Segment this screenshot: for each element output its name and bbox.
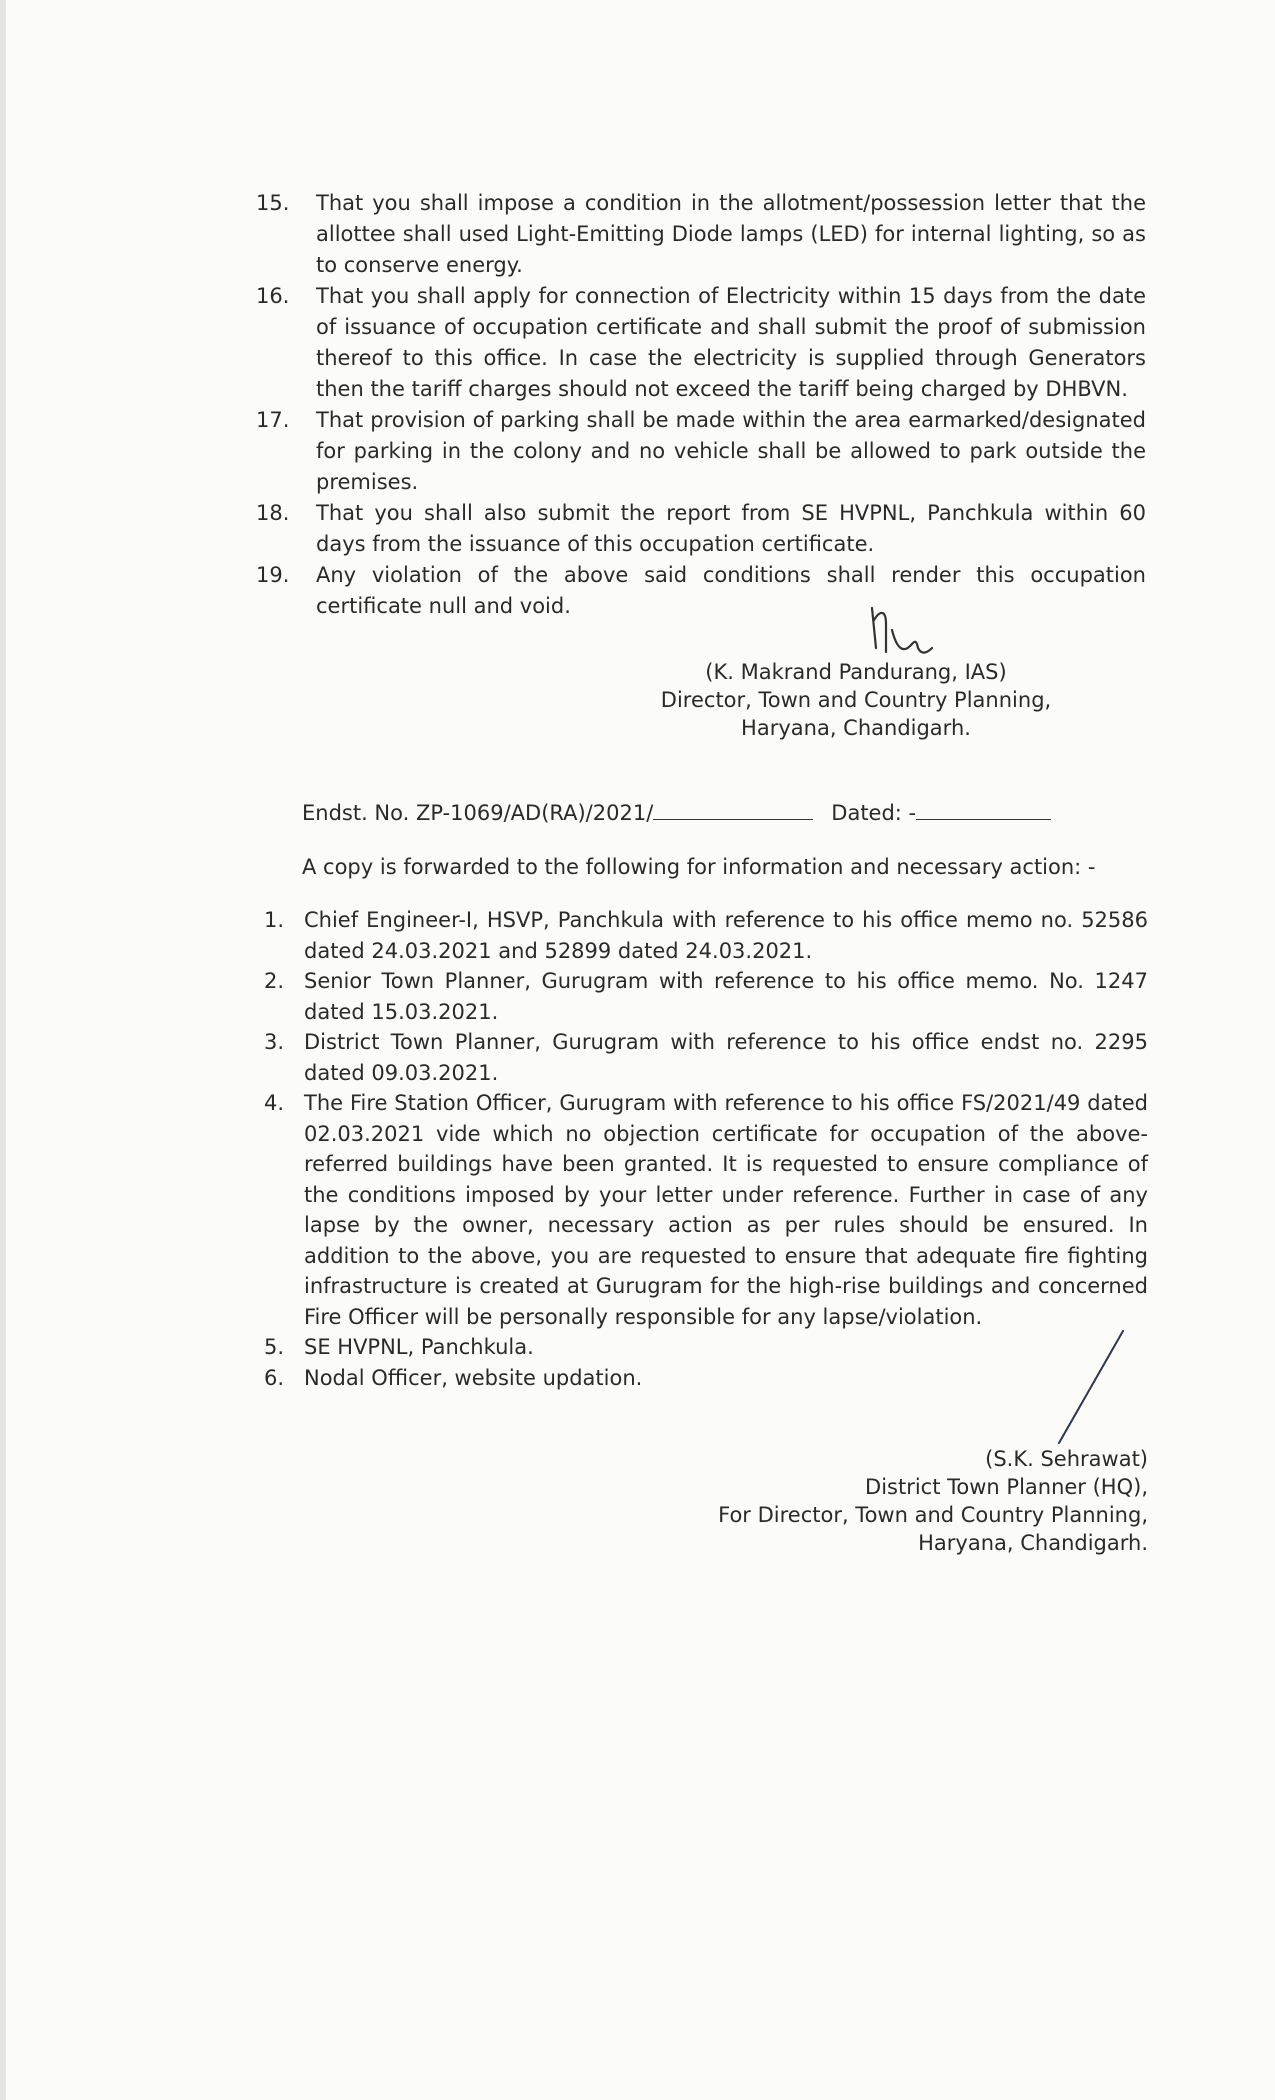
conditions-list bbox=[256, 188, 1146, 622]
copy-item bbox=[264, 966, 1148, 1027]
copy-text: Nodal Officer, website updation. bbox=[304, 1365, 643, 1390]
copy-item bbox=[264, 905, 1148, 966]
endorsement-number: Endst. No. ZP-1069/AD(RA)/2021/ bbox=[302, 801, 654, 825]
copy-text: The Fire Station Officer, Gurugram with reference to his office FS/2021/49 dated 02.03.2021 vide which no objection certificate for occupation of the above-referred buildings have been granted. It is requested to ensure compliance of the conditions imposed by your letter under reference. Further in case of any lapse by the owner, necessary action as per rules should be ensured. In addition to the above, you are requested to ensure that adequate fire fighting infrastructure is created at Gurugram for the high-rise buildings and concerned Fire Officer will be personally responsible for any lapse/violation. bbox=[304, 1091, 1148, 1329]
copy-item bbox=[264, 1027, 1148, 1088]
dtp-signature-mark bbox=[1051, 1325, 1131, 1445]
director-signature-block bbox=[646, 658, 1066, 742]
copy-number: 6. bbox=[264, 1365, 285, 1390]
signatory-designation: District Town Planner (HQ), bbox=[865, 1475, 1148, 1499]
endorsement-date-blank bbox=[916, 799, 1051, 820]
condition-text: That you shall apply for connection of Electricity within 15 days from the date of issuance of occupation certificate and shall submit the proof of submission thereof to this office. In case the electricity is supplied through Generators then the tariff charges should not exceed the tariff being charged by DHBVN. bbox=[316, 284, 1146, 401]
copy-text: District Town Planner, Gurugram with reference to his office endst no. 2295 dated 09.03.2021. bbox=[304, 1030, 1148, 1085]
copy-number: 2. bbox=[264, 969, 285, 993]
condition-number: 17. bbox=[256, 408, 290, 432]
signatory-location: Haryana, Chandigarh. bbox=[918, 1531, 1148, 1555]
condition-item bbox=[256, 498, 1146, 560]
endorsement-number-blank bbox=[653, 799, 813, 820]
copy-item bbox=[264, 1363, 1148, 1394]
signatory-location: Haryana, Chandigarh. bbox=[741, 716, 971, 740]
condition-number: 19. bbox=[256, 563, 290, 587]
copy-number: 1. bbox=[264, 908, 285, 932]
condition-text: That you shall impose a condition in the allotment/possession letter that the allottee shall used Light-Emitting Diode lamps (LED) for internal lighting, so as to conserve energy. bbox=[316, 191, 1146, 277]
forward-line: A copy is forwarded to the following for information and necessary action: - bbox=[302, 855, 1096, 879]
condition-number: 18. bbox=[256, 501, 290, 525]
condition-item bbox=[256, 560, 1146, 622]
signatory-name: (K. Makrand Pandurang, IAS) bbox=[705, 660, 1007, 684]
dtp-signature-block bbox=[646, 1445, 1148, 1557]
endorsement-dated: Dated: - bbox=[831, 801, 917, 825]
condition-text: Any violation of the above said conditions shall render this occupation certificate null and void. bbox=[316, 563, 1146, 618]
copy-text: Senior Town Planner, Gurugram with reference to his office memo. No. 1247 dated 15.03.2021. bbox=[304, 969, 1148, 1024]
copy-to-list bbox=[264, 905, 1148, 1393]
signatory-for-line: For Director, Town and Country Planning, bbox=[718, 1503, 1148, 1527]
copy-item bbox=[264, 1088, 1148, 1332]
copy-number: 4. bbox=[264, 1091, 285, 1115]
copy-text: Chief Engineer-I, HSVP, Panchkula with reference to his office memo no. 52586 dated 24.03.2021 and 52899 dated 24.03.2021. bbox=[304, 908, 1148, 963]
condition-item bbox=[256, 405, 1146, 498]
endorsement-line bbox=[302, 798, 1051, 828]
condition-item bbox=[256, 188, 1146, 281]
director-signature-mark bbox=[866, 590, 956, 660]
signatory-designation: Director, Town and Country Planning, bbox=[660, 688, 1052, 712]
copy-text: SE HVPNL, Panchkula. bbox=[304, 1335, 534, 1359]
condition-item bbox=[256, 281, 1146, 405]
condition-text: That you shall also submit the report from SE HVPNL, Panchkula within 60 days from the issuance of this occupation certificate. bbox=[316, 501, 1146, 556]
signatory-name: (S.K. Sehrawat) bbox=[985, 1447, 1148, 1471]
condition-number: 15. bbox=[256, 191, 290, 215]
copy-number: 3. bbox=[264, 1030, 285, 1054]
condition-number: 16. bbox=[256, 284, 290, 308]
copy-item bbox=[264, 1332, 1148, 1363]
copy-number: 5. bbox=[264, 1335, 285, 1359]
condition-text: That provision of parking shall be made within the area earmarked/designated for parking in the colony and no vehicle shall be allowed to park outside the premises. bbox=[316, 408, 1146, 494]
